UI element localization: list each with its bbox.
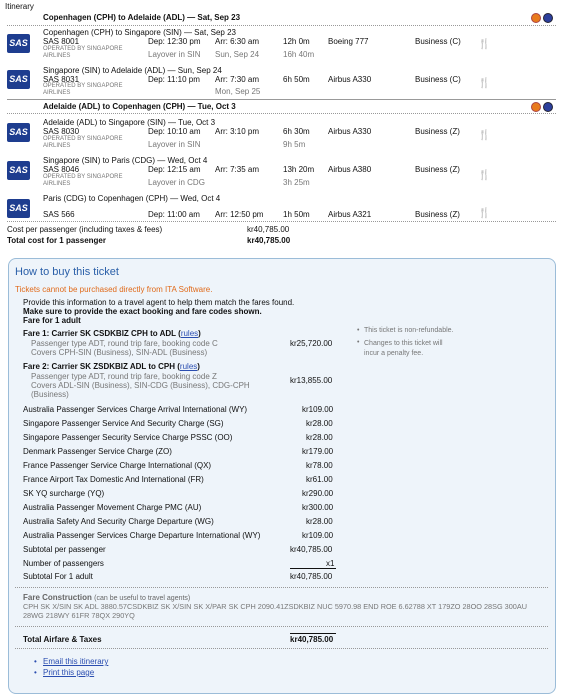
fare-1-rules-link[interactable]: rules <box>180 329 199 338</box>
fare-construction-line: CPH SK X/SIN SK ADL 3880.57CSDKBIZ SK X/SIN SK X/PAR SK CPH 2090.41ZSDKBIZ NUC 5970.98 END ROE 6.62788 XT 179ZO 28OO 28SG 300AU <box>23 602 527 611</box>
fare-1-close: ) <box>198 329 201 338</box>
arrival-time: Arr: 3:10 pm <box>215 127 260 136</box>
fare-1-heading: Fare 1: Carrier SK CSDKBIZ CPH to ADL ( <box>23 329 181 338</box>
exact-codes-text: Make sure to provide the exact booking and fare codes shown. <box>23 307 262 316</box>
non-refundable-note: This ticket is non-refundable. <box>364 327 454 334</box>
fare-construction-line: 28WG 218WY 61FR 78QX 290YQ <box>23 611 135 620</box>
charge-amount: kr109.00 <box>302 405 334 414</box>
layover-duration: 9h 5m <box>283 140 306 149</box>
daytime-icon <box>531 13 541 23</box>
how-to-buy-title: How to buy this ticket <box>15 266 119 278</box>
fare-1-title <box>23 329 201 338</box>
subtotal-per-passenger-value: kr40,785.00 <box>290 545 333 554</box>
charge-label: Singapore Passenger Service And Security Charge (SG) <box>23 419 224 428</box>
departure-time: Dep: 11:10 pm <box>148 75 200 84</box>
overnight-icon <box>543 13 553 23</box>
number-of-passengers-label: Number of passengers <box>23 559 104 568</box>
charge-amount: kr300.00 <box>302 503 334 512</box>
itinerary-label: Itinerary <box>5 2 34 11</box>
sas-logo: SAS <box>7 161 30 180</box>
meal-icon: 🍴 <box>478 130 491 141</box>
divider <box>7 221 556 222</box>
charge-amount: kr28.00 <box>306 419 333 428</box>
cabin-class: Business (Z) <box>415 165 460 174</box>
fare-2-covers-cont: (Business) <box>31 390 69 399</box>
sas-logo: SAS <box>7 34 30 53</box>
number-of-passengers-value: x1 <box>326 559 335 568</box>
charge-label: France Passenger Service Charge International (QX) <box>23 461 212 470</box>
divider <box>7 99 556 100</box>
divider <box>7 25 556 26</box>
leg-route: Copenhagen (CPH) to Singapore (SIN) — Sat, Sep 23 <box>43 28 236 37</box>
total-cost-value: kr40,785.00 <box>247 236 291 245</box>
fare-2-amount: kr13,855.00 <box>290 376 333 385</box>
overnight-icon <box>543 102 553 112</box>
duration: 1h 50m <box>283 210 310 219</box>
total-airfare-label: Total Airfare & Taxes <box>23 635 102 644</box>
fare-2-detail: Passenger type ADT, round trip fare, booking code Z <box>31 372 217 381</box>
duration: 6h 50m <box>283 75 310 84</box>
slice-title-outbound: Copenhagen (CPH) to Adelaide (ADL) — Sat, Sep 23 <box>43 13 241 22</box>
charge-label: Australia Passenger Services Charge Arrival International (WY) <box>23 405 248 414</box>
cabin-class: Business (C) <box>415 75 461 84</box>
charge-label: Denmark Passenger Service Charge (ZO) <box>23 447 172 456</box>
flight-number: SAS 566 <box>43 210 75 219</box>
fare-2-title <box>23 362 200 371</box>
departure-time: Dep: 10:10 am <box>148 127 201 136</box>
provide-info-text: Provide this information to a travel agent to help them match the fares found. <box>23 298 295 307</box>
charge-amount: kr290.00 <box>302 489 334 498</box>
arrival-time: Arr: 12:50 pm <box>215 210 264 219</box>
divider <box>290 633 336 634</box>
fare-construction-hint: (can be useful to travel agents) <box>94 595 191 602</box>
aircraft: Airbus A380 <box>328 165 372 174</box>
arrival-time: Arr: 6:30 am <box>215 37 260 46</box>
cost-per-passenger-value: kr40,785.00 <box>247 225 290 234</box>
email-itinerary-link[interactable]: Email this itinerary <box>43 657 109 666</box>
charge-label: SK YQ surcharge (YQ) <box>23 489 105 498</box>
layover-label: Layover in SIN <box>148 140 201 149</box>
fare-2-close: ) <box>197 362 200 371</box>
meal-icon: 🍴 <box>478 78 491 89</box>
flight-number: SAS 8031 <box>43 75 80 84</box>
sas-logo: SAS <box>7 123 30 142</box>
departure-time: Dep: 12:30 pm <box>148 37 201 46</box>
aircraft: Airbus A330 <box>328 127 372 136</box>
fare-1-detail: Passenger type ADT, round trip fare, booking code C <box>31 339 218 348</box>
divider <box>290 568 336 569</box>
layover-label: Layover in SIN <box>148 50 201 59</box>
leg-route: Paris (CDG) to Copenhagen (CPH) — Wed, Oct 4 <box>43 194 221 203</box>
fare-1-amount: kr25,720.00 <box>290 339 333 348</box>
operated-by: OPERATED BY SINGAPORE AIRLINES <box>43 136 123 149</box>
departure-time: Dep: 12:15 am <box>148 165 201 174</box>
purchase-warning: Tickets cannot be purchased directly from ITA Software. <box>15 285 213 294</box>
charge-amount: kr28.00 <box>306 517 333 526</box>
charge-amount: kr78.00 <box>306 461 333 470</box>
slice-title-return: Adelaide (ADL) to Copenhagen (CPH) — Tue, Oct 3 <box>43 102 236 111</box>
fare-2-heading: Fare 2: Carrier SK ZSDKBIZ ADL to CPH ( <box>23 362 180 371</box>
cost-per-passenger-label: Cost per passenger (including taxes & fees) <box>7 225 163 234</box>
departure-time: Dep: 11:00 am <box>148 210 200 219</box>
sas-logo: SAS <box>7 199 30 218</box>
meal-icon: 🍴 <box>478 39 491 50</box>
charge-amount: kr28.00 <box>306 433 333 442</box>
change-penalty-note: Changes to this ticket will incur a penalty fee. <box>364 340 443 357</box>
subtotal-per-passenger-label: Subtotal per passenger <box>23 545 106 554</box>
leg-route: Singapore (SIN) to Adelaide (ADL) — Sun, Sep 24 <box>43 66 222 75</box>
bullet: • <box>34 657 37 666</box>
total-airfare-value: kr40,785.00 <box>290 635 334 644</box>
arrival-time: Arr: 7:30 am <box>215 75 260 84</box>
aircraft: Airbus A330 <box>328 75 372 84</box>
subtotal-adult-label: Subtotal For 1 adult <box>23 572 93 581</box>
charge-amount: kr61.00 <box>306 475 333 484</box>
duration: 13h 20m <box>283 165 315 174</box>
divider <box>7 113 556 114</box>
divider <box>15 587 548 588</box>
cabin-class: Business (C) <box>415 37 461 46</box>
charge-label: Singapore Passenger Security Service Charge PSSC (OO) <box>23 433 233 442</box>
print-page-link[interactable]: Print this page <box>43 668 95 677</box>
charge-label: Australia Safety And Security Charge Departure (WG) <box>23 517 214 526</box>
duration: 12h 0m <box>283 37 310 46</box>
note-bullet: • <box>357 327 360 334</box>
flight-number: SAS 8046 <box>43 165 80 174</box>
daytime-icon <box>531 102 541 112</box>
arrival-time: Arr: 7:35 am <box>215 165 260 174</box>
flight-number: SAS 8001 <box>43 37 80 46</box>
note-bullet: • <box>357 339 360 346</box>
cabin-class: Business (Z) <box>415 127 460 136</box>
duration: 6h 30m <box>283 127 310 136</box>
arrival-date: Mon, Sep 25 <box>215 87 261 96</box>
leg-route: Adelaide (ADL) to Singapore (SIN) — Tue, Oct 3 <box>43 118 216 127</box>
leg-route: Singapore (SIN) to Paris (CDG) — Wed, Oct 4 <box>43 156 208 165</box>
operated-by: OPERATED BY SINGAPORE AIRLINES <box>43 46 123 59</box>
charge-amount: kr179.00 <box>302 447 334 456</box>
flight-number: SAS 8030 <box>43 127 80 136</box>
charge-amount: kr109.00 <box>302 531 334 540</box>
layover-label: Layover in CDG <box>148 178 205 187</box>
charge-label: France Airport Tax Domestic And International (FR) <box>23 475 204 484</box>
charge-label: Australia Passenger Services Charge Departure International (WY) <box>23 531 261 540</box>
charge-label: Australia Passenger Movement Charge PMC (AU) <box>23 503 202 512</box>
aircraft: Airbus A321 <box>328 210 372 219</box>
arrival-date: Sun, Sep 24 <box>215 50 260 59</box>
cabin-class: Business (Z) <box>415 210 460 219</box>
total-cost-label: Total cost for 1 passenger <box>7 236 106 245</box>
divider <box>15 648 548 649</box>
meal-icon: 🍴 <box>478 170 491 181</box>
layover-duration: 3h 25m <box>283 178 310 187</box>
operated-by: OPERATED BY SINGAPORE AIRLINES <box>43 83 123 96</box>
fare-2-covers: Covers ADL-SIN (Business), SIN-CDG (Business), CDG-CPH <box>31 381 250 390</box>
bullet: • <box>34 668 37 677</box>
divider <box>15 626 548 627</box>
fare-1-covers: Covers CPH-SIN (Business), SIN-ADL (Business) <box>31 348 208 357</box>
fare-construction-label: Fare Construction <box>23 593 92 602</box>
operated-by: OPERATED BY SINGAPORE AIRLINES <box>43 174 123 187</box>
fare-2-rules-link[interactable]: rules <box>179 362 198 371</box>
layover-duration: 16h 40m <box>283 50 315 59</box>
fare-for-label: Fare for 1 adult <box>23 316 81 325</box>
meal-icon: 🍴 <box>478 208 491 219</box>
aircraft: Boeing 777 <box>328 37 369 46</box>
sas-logo: SAS <box>7 70 30 89</box>
subtotal-adult-value: kr40,785.00 <box>290 572 333 581</box>
